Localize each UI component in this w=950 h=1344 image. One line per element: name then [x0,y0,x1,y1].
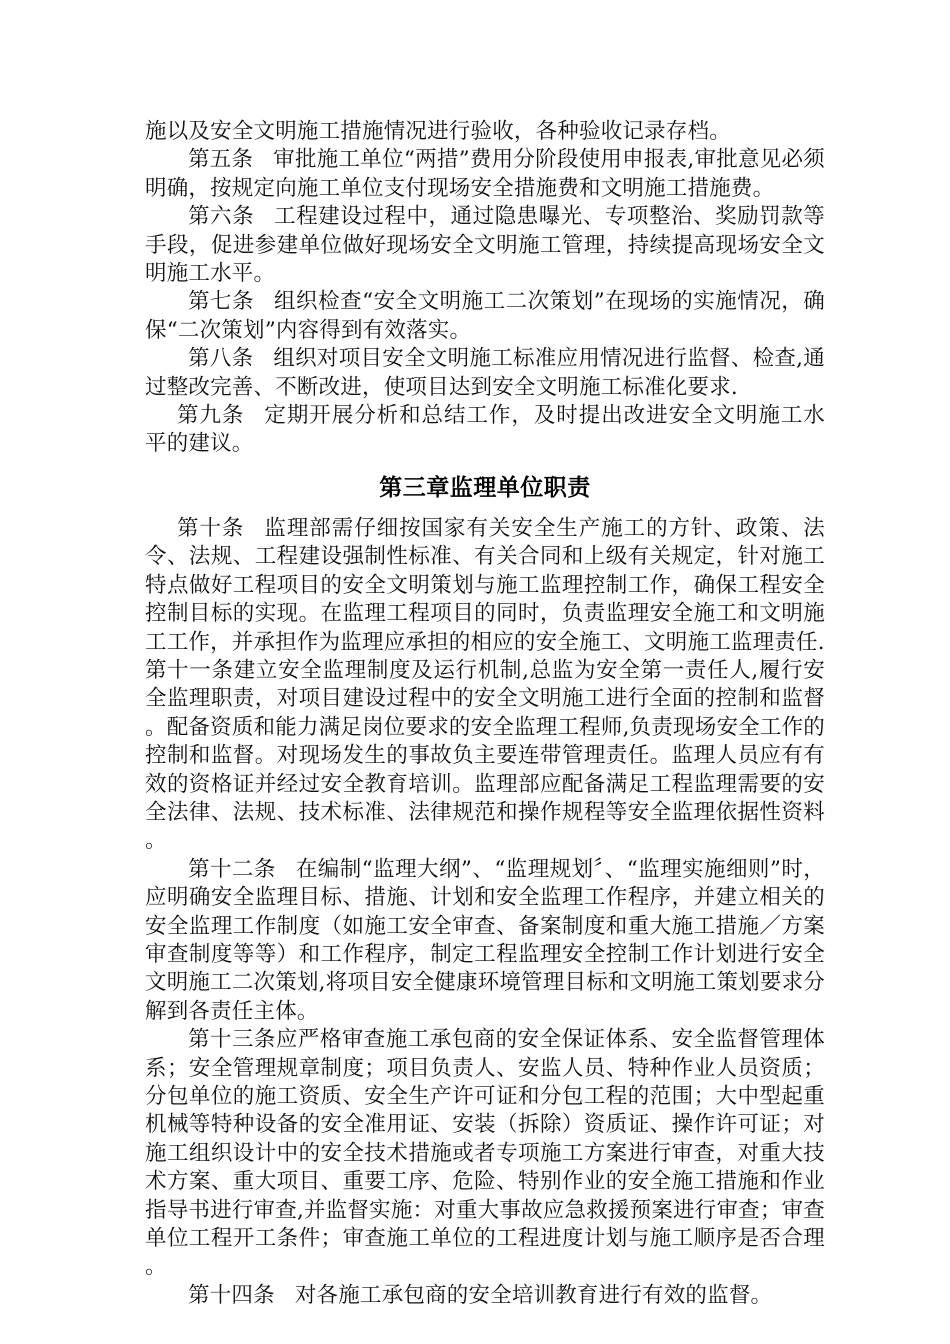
paragraph-text: 在编制“监理大纲”、“监理规划〞、“监理实施细则”时，应明确安全监理目标、措施、计划和安全监理工作程序，并建立相关的安全监理工作制度（如施工安全审查、备案制度和重大施工措施／方案审查制度等等）和工作程序，制定工程监理安全控制工作计划进行安全文明施工二次策划,将项目安全健康环境管理目标和文明施工策划要求分解到各责任主体。 [145,856,825,1024]
paragraph [145,203,825,288]
paragraph-text: 施以及安全文明施工措施情况进行验收，各种验收记录存档。 [145,119,731,144]
paragraph [145,1026,825,1282]
paragraph [145,146,825,203]
paragraph-text: 对各施工承包商的安全培训教育进行有效的监督。 [294,1282,773,1308]
chapter-title: 第三章监理单位职责 [379,474,591,501]
paragraph-text: 组织检查“安全文明施工二次策划”在现场的实施情况，确保“二次策划”内容得到有效落实。 [145,289,826,343]
paragraph [145,856,825,1026]
paragraph-text: 定期开展分析和总结工作，及时提出改进安全文明施工水平的建议。 [145,403,825,457]
article-number: 第九条 [177,403,245,429]
article-number: 第十条 [177,515,245,541]
paragraph-text: 监理部需仔细按国家有关安全生产施工的方针、政策、法令、法规、工程建设强制性标准、有关合同和上级有关规定，针对施工特点做好工程项目的安全文明策划与施工监理控制工作，确保工程安全控制目标的实现。在监理工程项目的同时，负责监理安全施工和文明施工工作，并承担作为监理应承担的相应的安全施工、文明施工监理责任. [145,515,825,655]
paragraph-text: 第十一条建立安全监理制度及运行机制,总监为安全第一责任人,履行安全监理职责，对项目建设过程中的安全文明施工进行全面的控制和监督。配备资质和能力满足岗位要求的安全监理工程师,负责现场安全工作的控制和监督。对现场发生的事故负主要连带管理责任。监理人员应有有效的资格证并经过安全教育培训。监理部应配备满足工程监理需要的安全法律、法规、技术标准、法律规范和操作规程等安全监理依据性资料。 [145,657,825,854]
paragraph [145,1282,825,1310]
paragraph [145,402,825,459]
paragraph-text: 工程建设过程中，通过隐患曝光、专项整治、奖励罚款等手段，促进参建单位做好现场安全文明施工管理，持续提高现场安全文明施工水平。 [145,204,825,287]
paragraph-text: 组织对项目安全文明施工标准应用情况进行监督、检查,通过整改完善、不断改进，使项目达到安全文明施工标准化要求. [145,346,825,400]
paragraph [145,515,825,657]
section-after-chapter [145,515,825,1310]
paragraph-text: 审批施工单位“两措”费用分阶段使用申报表,审批意见必须明确，按规定向施工单位支付现场安全措施费和文明施工措施费。 [145,147,825,201]
section-before-chapter [145,118,825,459]
article-number: 第六条 [188,204,255,230]
document-body [145,118,825,1310]
paragraph [145,118,825,146]
paragraph-text: 第十三条应严格审查施工承包商的安全保证体系、安全监督管理体系；安全管理规章制度；项目负责人、安监人员、特种作业人员资质；分包单位的施工资质、安全生产许可证和分包工程的范围；大中型起重机械等特种设备的安全准用证、安装（拆除）资质证、操作许可证；对施工组织设计中的安全技术措施或者专项施工方案进行审查，对重大技术方案、重大项目、重要工序、危险、特别作业的安全施工措施和作业指导书进行审查,并监督实施：对重大事故应急救援预案进行审查；审查单位工程开工条件；审查施工单位的工程进度计划与施工顺序是否合理。 [145,1027,825,1280]
article-number: 第十四条 [188,1282,275,1308]
paragraph [145,657,825,856]
paragraph [145,345,825,402]
article-number: 第八条 [188,346,254,372]
article-number: 第十二条 [188,856,276,882]
article-number: 第五条 [188,147,254,173]
paragraph [145,288,825,345]
article-number: 第七条 [188,289,255,315]
